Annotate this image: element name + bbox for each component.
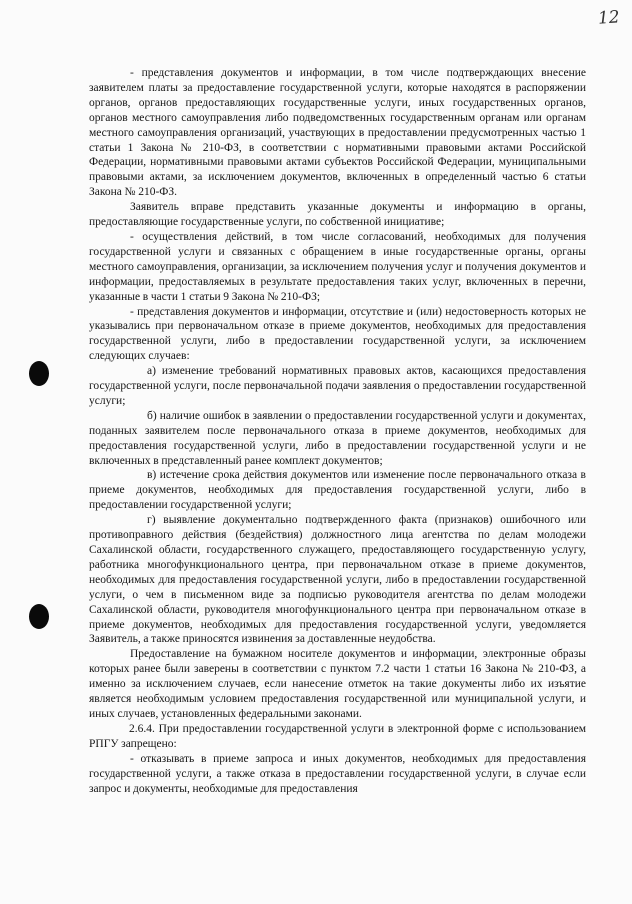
paragraph-unreported: - представления документов и информации, отсутствие и (или) недостоверность которых не указывались при первоначальном отказе в приеме документов, необходимых для предоставления государственной услуги, либо в предоставлении государственной услуги, за исключением следующих случаев: bbox=[89, 305, 586, 363]
list-item-v: в) истечение срока действия документов или изменение после первоначального отказа в приеме документов, необходимых для предоставления государственной услуги, либо в предоставлении государственной услуги; bbox=[89, 469, 586, 512]
page-number: 12 bbox=[597, 7, 621, 29]
list-item-a: а) изменение требований нормативных правовых актов, касающихся предоставления государственной услуги, после первоначальной подачи заявления о предоставлении государственной услуги; bbox=[89, 365, 586, 407]
paragraph-documents-info: - представления документов и информации, в том числе подтверждающих внесение заявителем платы за предоставление государственной услуги, которые находятся в распоряжении органов, органов предоставляющих государственные услуги, иных государственных органов, органов местного самоуправления либо подведомственных государственным органам или органам местного самоуправления организаций, участвующих в предоставлении предусмотренных частью 1 статьи 1 Закона № 210-ФЗ, в соответствии с нормативными правовыми актами Российской Федерации, нормативными правовыми актами субъектов Российской Федерации, муниципальными правовыми актами, за исключением документов, включенных в определенный частью 6 статьи Закона № 210-ФЗ. bbox=[89, 67, 586, 199]
list-item-g: г) выявление документально подтвержденного факта (признаков) ошибочного или противоправного действия (бездействия) должностного лица агентства по делам молодежи Сахалинской области, государственного служащего, предоставляющего государственную услугу, работника многофункционального центра, при первоначальном отказе в приеме документов, необходимых для предоставления государственной услуги, либо в предоставлении государственной услуги, о чем в письменном виде за подписью руководителя агентства по делам молодежи Сахалинской области, руководителя многофункционального центра при первоначальном отказе в приеме документов, необходимых для предоставления государственной услуги, уведомляется Заявитель, а также приносятся извинения за доставленные неудобства. bbox=[89, 514, 586, 646]
punch-hole-bottom bbox=[29, 604, 49, 629]
paragraph-refuse-request: - отказывать в приеме запроса и иных документов, необходимых для предоставления государственной услуги, а также отказа в предоставлении государственной услуги, в случае если запрос и документы, необходимые для предоставления bbox=[89, 752, 586, 795]
list-item-b: б) наличие ошибок в заявлении о предоставлении государственной услуги и документах, поданных заявителем после первоначального отказа в приеме документов, необходимых для предоставления государственной услуги, либо в предоставлении государственной услуги и не включенных в представленный ранее комплект документов; bbox=[89, 409, 586, 467]
punch-hole-top bbox=[29, 361, 49, 386]
section-2-6-4: 2.6.4. При предоставлении государственной услуги в электронной форме с использованием РПГУ запрещено: bbox=[89, 722, 586, 750]
document-body bbox=[89, 66, 586, 796]
paragraph-actions: - осуществления действий, в том числе согласований, необходимых для получения государственной услуги и связанных с обращением в иные государственные органы, органы местного самоуправления, организации, за исключением получения услуг и получения документов и информации, предоставляемых в результате предоставления таких услуг, включенных в перечни, указанные в части 1 статьи 9 Закона № 210-ФЗ; bbox=[89, 230, 586, 303]
paragraph-applicant-right: Заявитель вправе представить указанные документы и информацию в органы, предоставляющие государственные услуги, по собственной инициативе; bbox=[89, 201, 586, 229]
paragraph-paper-media: Предоставление на бумажном носителе документов и информации, электронные образы которых ранее были заверены в соответствии с пунктом 7.2 части 1 статьи 16 Закона № 210-ФЗ, а именно за исключением случаев, если нанесение отметок на такие документы либо их изъятие является необходимым условием предоставления государственной или муниципальной услуги, и иных случаев, установленных федеральными законами. bbox=[89, 648, 586, 720]
